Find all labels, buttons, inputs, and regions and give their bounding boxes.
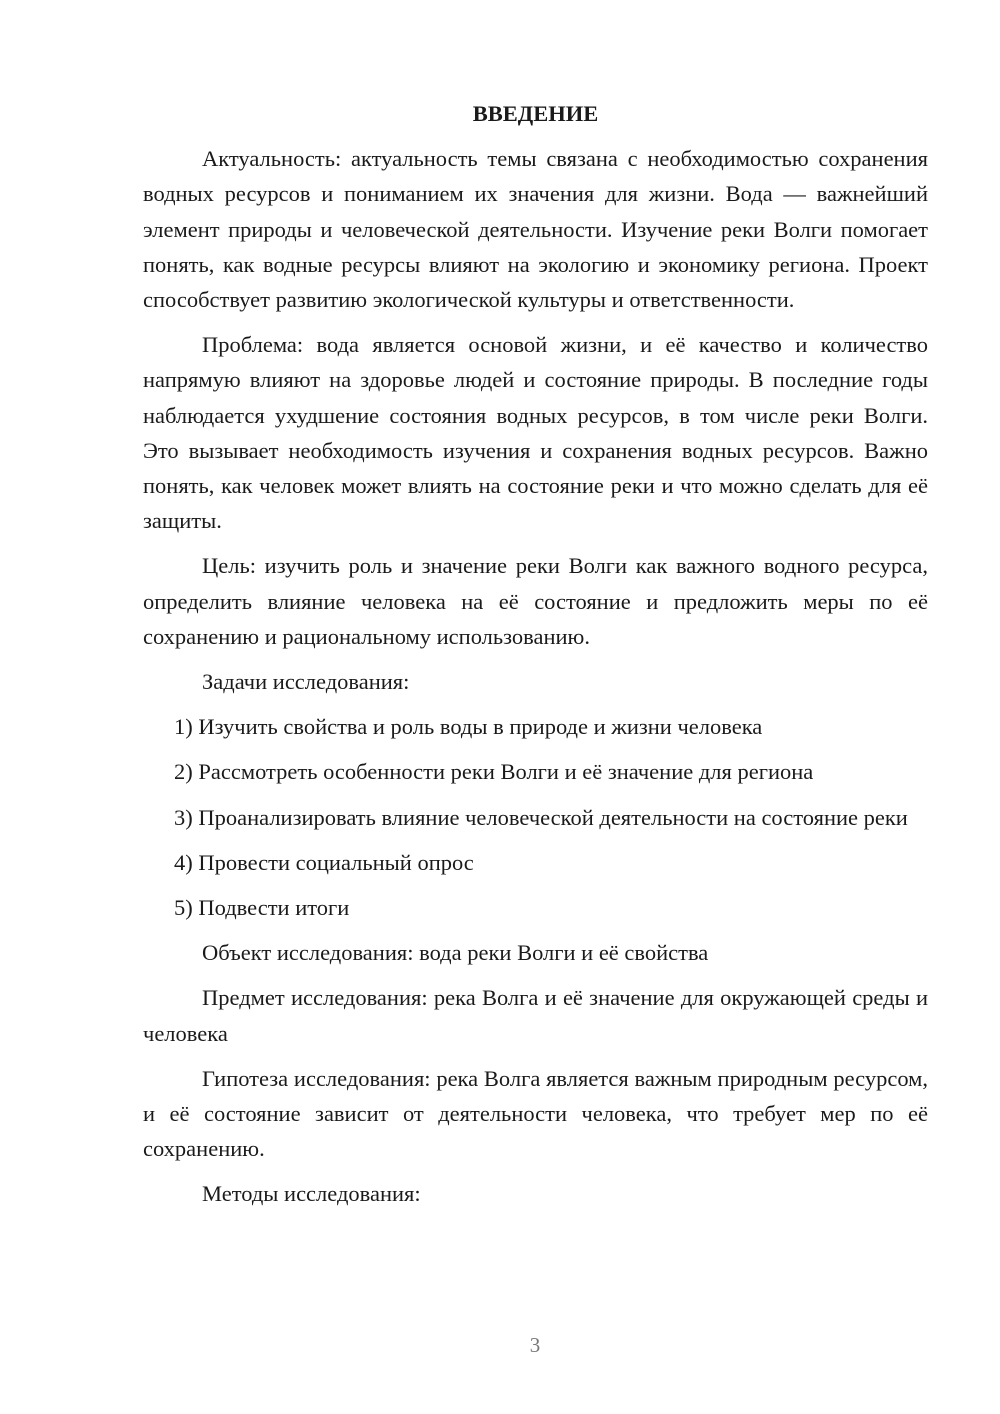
- goal-paragraph: Цель: изучить роль и значение реки Волги как важного водного ресурса, определить влияние человека на её состояние и предложить меры по её сохранению и рациональному использованию.: [143, 553, 928, 649]
- section-title: ВВЕДЕНИЕ: [472, 101, 599, 126]
- task-item-2: 2) Рассмотреть особенности реки Волги и её значение для региона: [174, 759, 814, 785]
- research-hypothesis-paragraph: Гипотеза исследования: река Волга является важным природным ресурсом, и её состояние зависит от деятельности человека, что требует мер по её сохранению.: [143, 1065, 928, 1162]
- research-object-paragraph: Объект исследования: вода реки Волги и её свойства: [202, 940, 709, 966]
- tasks-heading: Задачи исследования:: [202, 669, 410, 695]
- research-methods-heading: Методы исследования:: [202, 1181, 421, 1207]
- page-number: 3: [529, 1333, 541, 1357]
- research-subject-paragraph: Предмет исследования: река Волга и её значение для окружающей среды и человека: [143, 985, 928, 1046]
- problem-paragraph: Проблема: вода является основой жизни, и её качество и количество напрямую влияют на здоровье людей и состояние природы. В последние годы наблюдается ухудшение состояния водных ресурсов, в том числе реки Волги. Это вызывает необходимость изучения и сохранения водных ресурсов. Важно понять, как человек может влиять на состояние реки и что можно сделать для её защиты.: [143, 332, 928, 534]
- task-item-4: 4) Провести социальный опрос: [174, 849, 474, 875]
- task-item-1: 1) Изучить свойства и роль воды в природе и жизни человека: [174, 714, 763, 740]
- task-item-3: 3) Проанализировать влияние человеческой деятельности на состояние реки: [174, 804, 908, 830]
- task-item-5: 5) Подвести итоги: [174, 895, 350, 921]
- relevance-paragraph: Актуальность: актуальность темы связана с необходимостью сохранения водных ресурсов и пониманием их значения для жизни. Вода — важнейший элемент природы и человеческой деятельности. Изучение реки Волги помогает понять, как водные ресурсы влияют на экологию и экономику региона. Проект способствует развитию экологической культуры и ответственности.: [143, 146, 928, 313]
- page-content: [143, 96, 928, 1222]
